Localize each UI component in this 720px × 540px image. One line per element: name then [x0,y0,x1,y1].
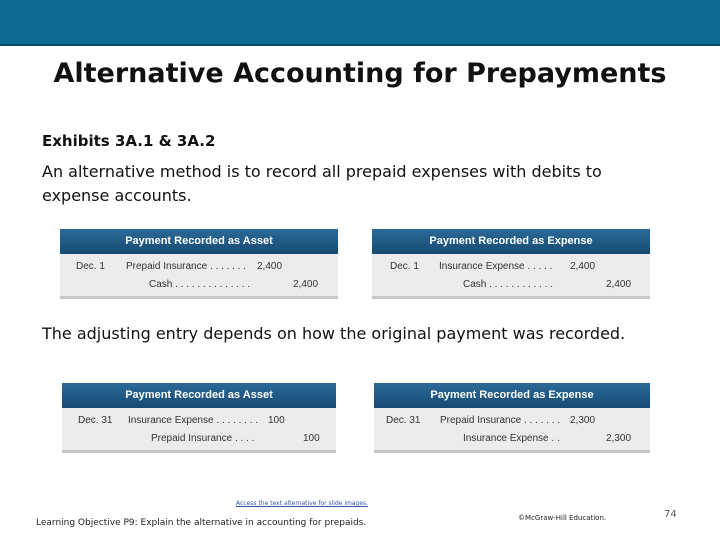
table-row [374,413,650,431]
credit-account: Cash . . . . . . . . . . . . [463,279,554,290]
credit-amount: 2,400 [293,279,319,290]
table-row [60,259,338,277]
table-header: Payment Recorded as Asset [62,383,336,408]
credit-account: Prepaid Insurance . . . . [151,433,255,444]
copyright-notice: ©McGraw-Hill Education. [518,514,607,522]
slide-title: Alternative Accounting for Prepayments [53,58,667,89]
entry-date: Dec. 31 [78,415,113,426]
debit-account: Prepaid Insurance . . . . . . . [440,415,561,426]
journal-table-expense-initial [372,229,650,299]
page-number: 74 [664,509,677,520]
table-header: Payment Recorded as Expense [372,229,650,254]
debit-amount: 2,400 [570,261,596,272]
table-row [372,277,650,295]
debit-amount: 100 [268,415,285,426]
credit-amount: 100 [303,433,320,444]
debit-amount: 2,300 [570,415,596,426]
entry-date: Dec. 1 [76,261,105,272]
journal-table-expense-adjusting [374,383,650,453]
header-bar [0,0,720,46]
intro-text: An alternative method is to record all prepaid expenses with debits to expense accounts. [42,162,602,205]
adjusting-text: The adjusting entry depends on how the original payment was recorded. [42,324,626,343]
debit-account: Insurance Expense . . . . . [439,261,553,272]
journal-table-asset-adjusting [62,383,336,453]
text-alternative-link[interactable]: Access the text alternative for slide images. [236,500,369,507]
credit-amount: 2,300 [606,433,632,444]
credit-account: Cash . . . . . . . . . . . . . . [149,279,251,290]
exhibit-label: Exhibits 3A.1 & 3A.2 [42,132,216,150]
debit-account: Prepaid Insurance . . . . . . . [126,261,247,272]
table-header: Payment Recorded as Asset [60,229,338,254]
credit-account: Insurance Expense . . [463,433,560,444]
table-row [60,277,338,295]
table-row [62,431,336,449]
debit-account: Insurance Expense . . . . . . . . [128,415,259,426]
entry-date: Dec. 1 [390,261,419,272]
learning-objective: Learning Objective P9: Explain the alternative in accounting for prepaids. [36,518,367,528]
table-row [374,431,650,449]
table-row [62,413,336,431]
journal-table-asset-initial [60,229,338,299]
debit-amount: 2,400 [257,261,283,272]
credit-amount: 2,400 [606,279,632,290]
table-row [372,259,650,277]
entry-date: Dec. 31 [386,415,421,426]
table-header: Payment Recorded as Expense [374,383,650,408]
